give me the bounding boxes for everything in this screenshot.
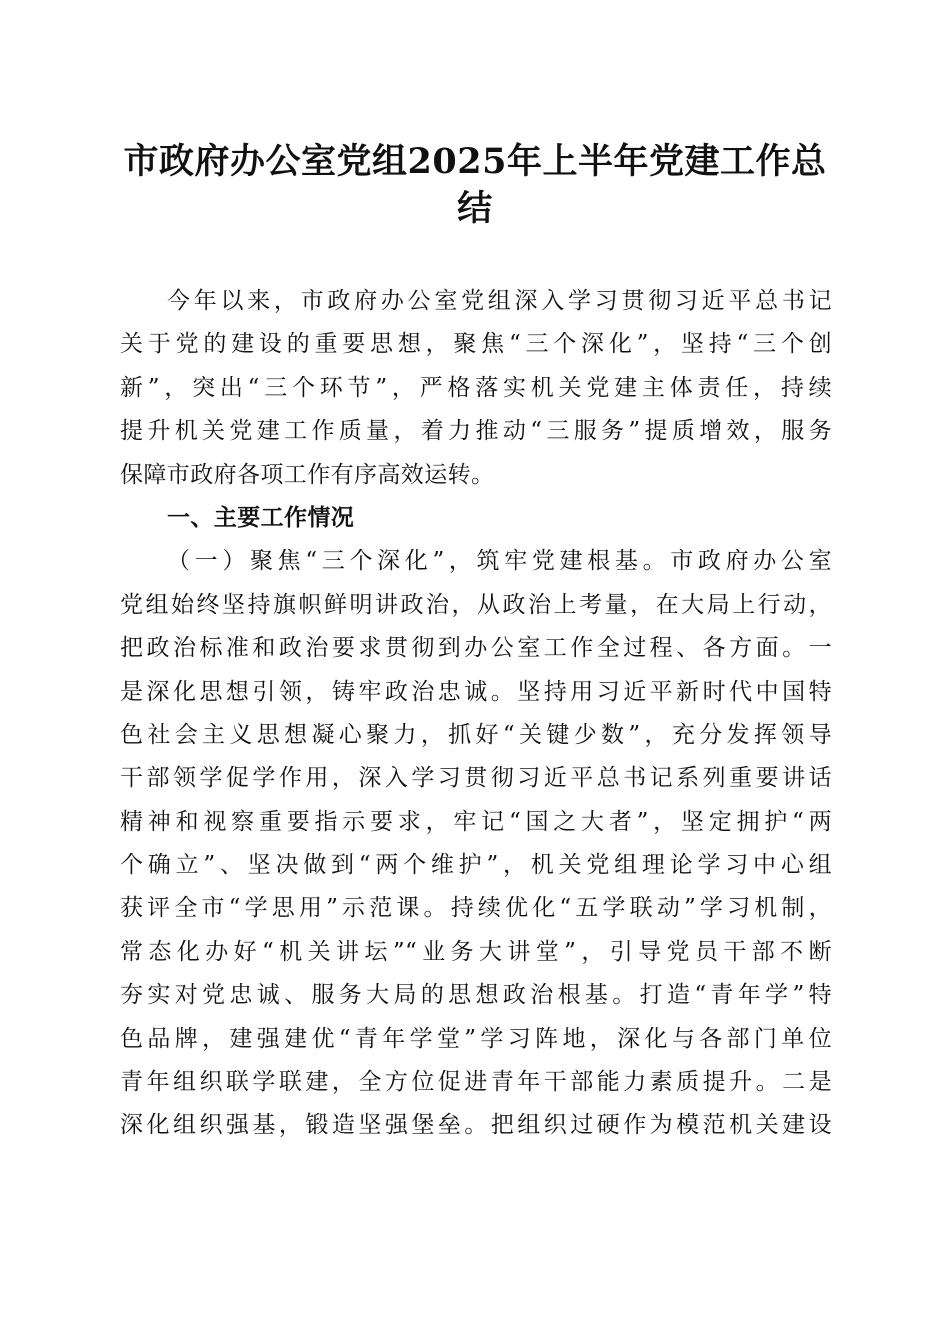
paragraph-line: 青年组织联学联建，全方位促进青年干部能力素质提升。二是 <box>120 1069 832 1096</box>
paragraph-line: 今年以来，市政府办公室党组深入学习贯彻习近平总书记 <box>167 288 832 314</box>
paragraph-line: 色品牌，建强建优“青年学堂”学习阵地，深化与各部门单位 <box>120 1025 832 1052</box>
section-heading: 一、主要工作情况 <box>167 504 355 531</box>
paragraph-line: （一）聚焦“三个深化”，筑牢党建根基。市政府办公室 <box>167 548 832 575</box>
paragraph-line: 党组始终坚持旗帜鲜明讲政治，从政治上考量，在大局上行动， <box>120 591 832 618</box>
paragraph-line: 常态化办好“机关讲坛”“业务大讲堂”，引导党员干部不断 <box>120 938 832 965</box>
paragraph-line: 干部领学促学作用，深入学习贯彻习近平总书记系列重要讲话 <box>120 765 832 792</box>
paragraph-line: 深化组织强基，锻造坚强堡垒。把组织过硬作为模范机关建设 <box>120 1112 832 1139</box>
paragraph-line: 新”，突出“三个环节”，严格落实机关党建主体责任，持续 <box>120 374 832 401</box>
intro-paragraph <box>120 280 832 497</box>
document-title <box>120 138 830 232</box>
paragraph-line: 夯实对党忠诚、服务大局的思想政治根基。打造“青年学”特 <box>120 982 832 1009</box>
paragraph-line: 提升机关党建工作质量，着力推动“三服务”提质增效，服务 <box>120 418 832 445</box>
paragraph-line: 精神和视察重要指示要求，牢记“国之大者”，坚定拥护“两 <box>120 808 832 835</box>
title-line-2: 结 <box>457 188 493 229</box>
document-body <box>120 280 832 1148</box>
paragraph-line: 是深化思想引领，铸牢政治忠诚。坚持用习近平新时代中国特 <box>120 678 832 705</box>
paragraph-line: 关于党的建设的重要思想，聚焦“三个深化”，坚持“三个创 <box>120 331 832 358</box>
paragraph-line: 保障市政府各项工作有序高效运转。 <box>120 461 495 488</box>
paragraph-line: 个确立”、坚决做到“两个维护”，机关党组理论学习中心组 <box>120 852 832 879</box>
paragraph-line: 获评全市“学思用”示范课。持续优化“五学联动”学习机制， <box>120 895 832 922</box>
title-line-1: 市政府办公室党组2025年上半年党建工作总 <box>123 141 827 182</box>
section-paragraph <box>120 540 832 1147</box>
paragraph-line: 把政治标准和政治要求贯彻到办公室工作全过程、各方面。一 <box>120 635 832 662</box>
paragraph-line: 色社会主义思想凝心聚力，抓好“关键少数”，充分发挥领导 <box>120 721 832 748</box>
